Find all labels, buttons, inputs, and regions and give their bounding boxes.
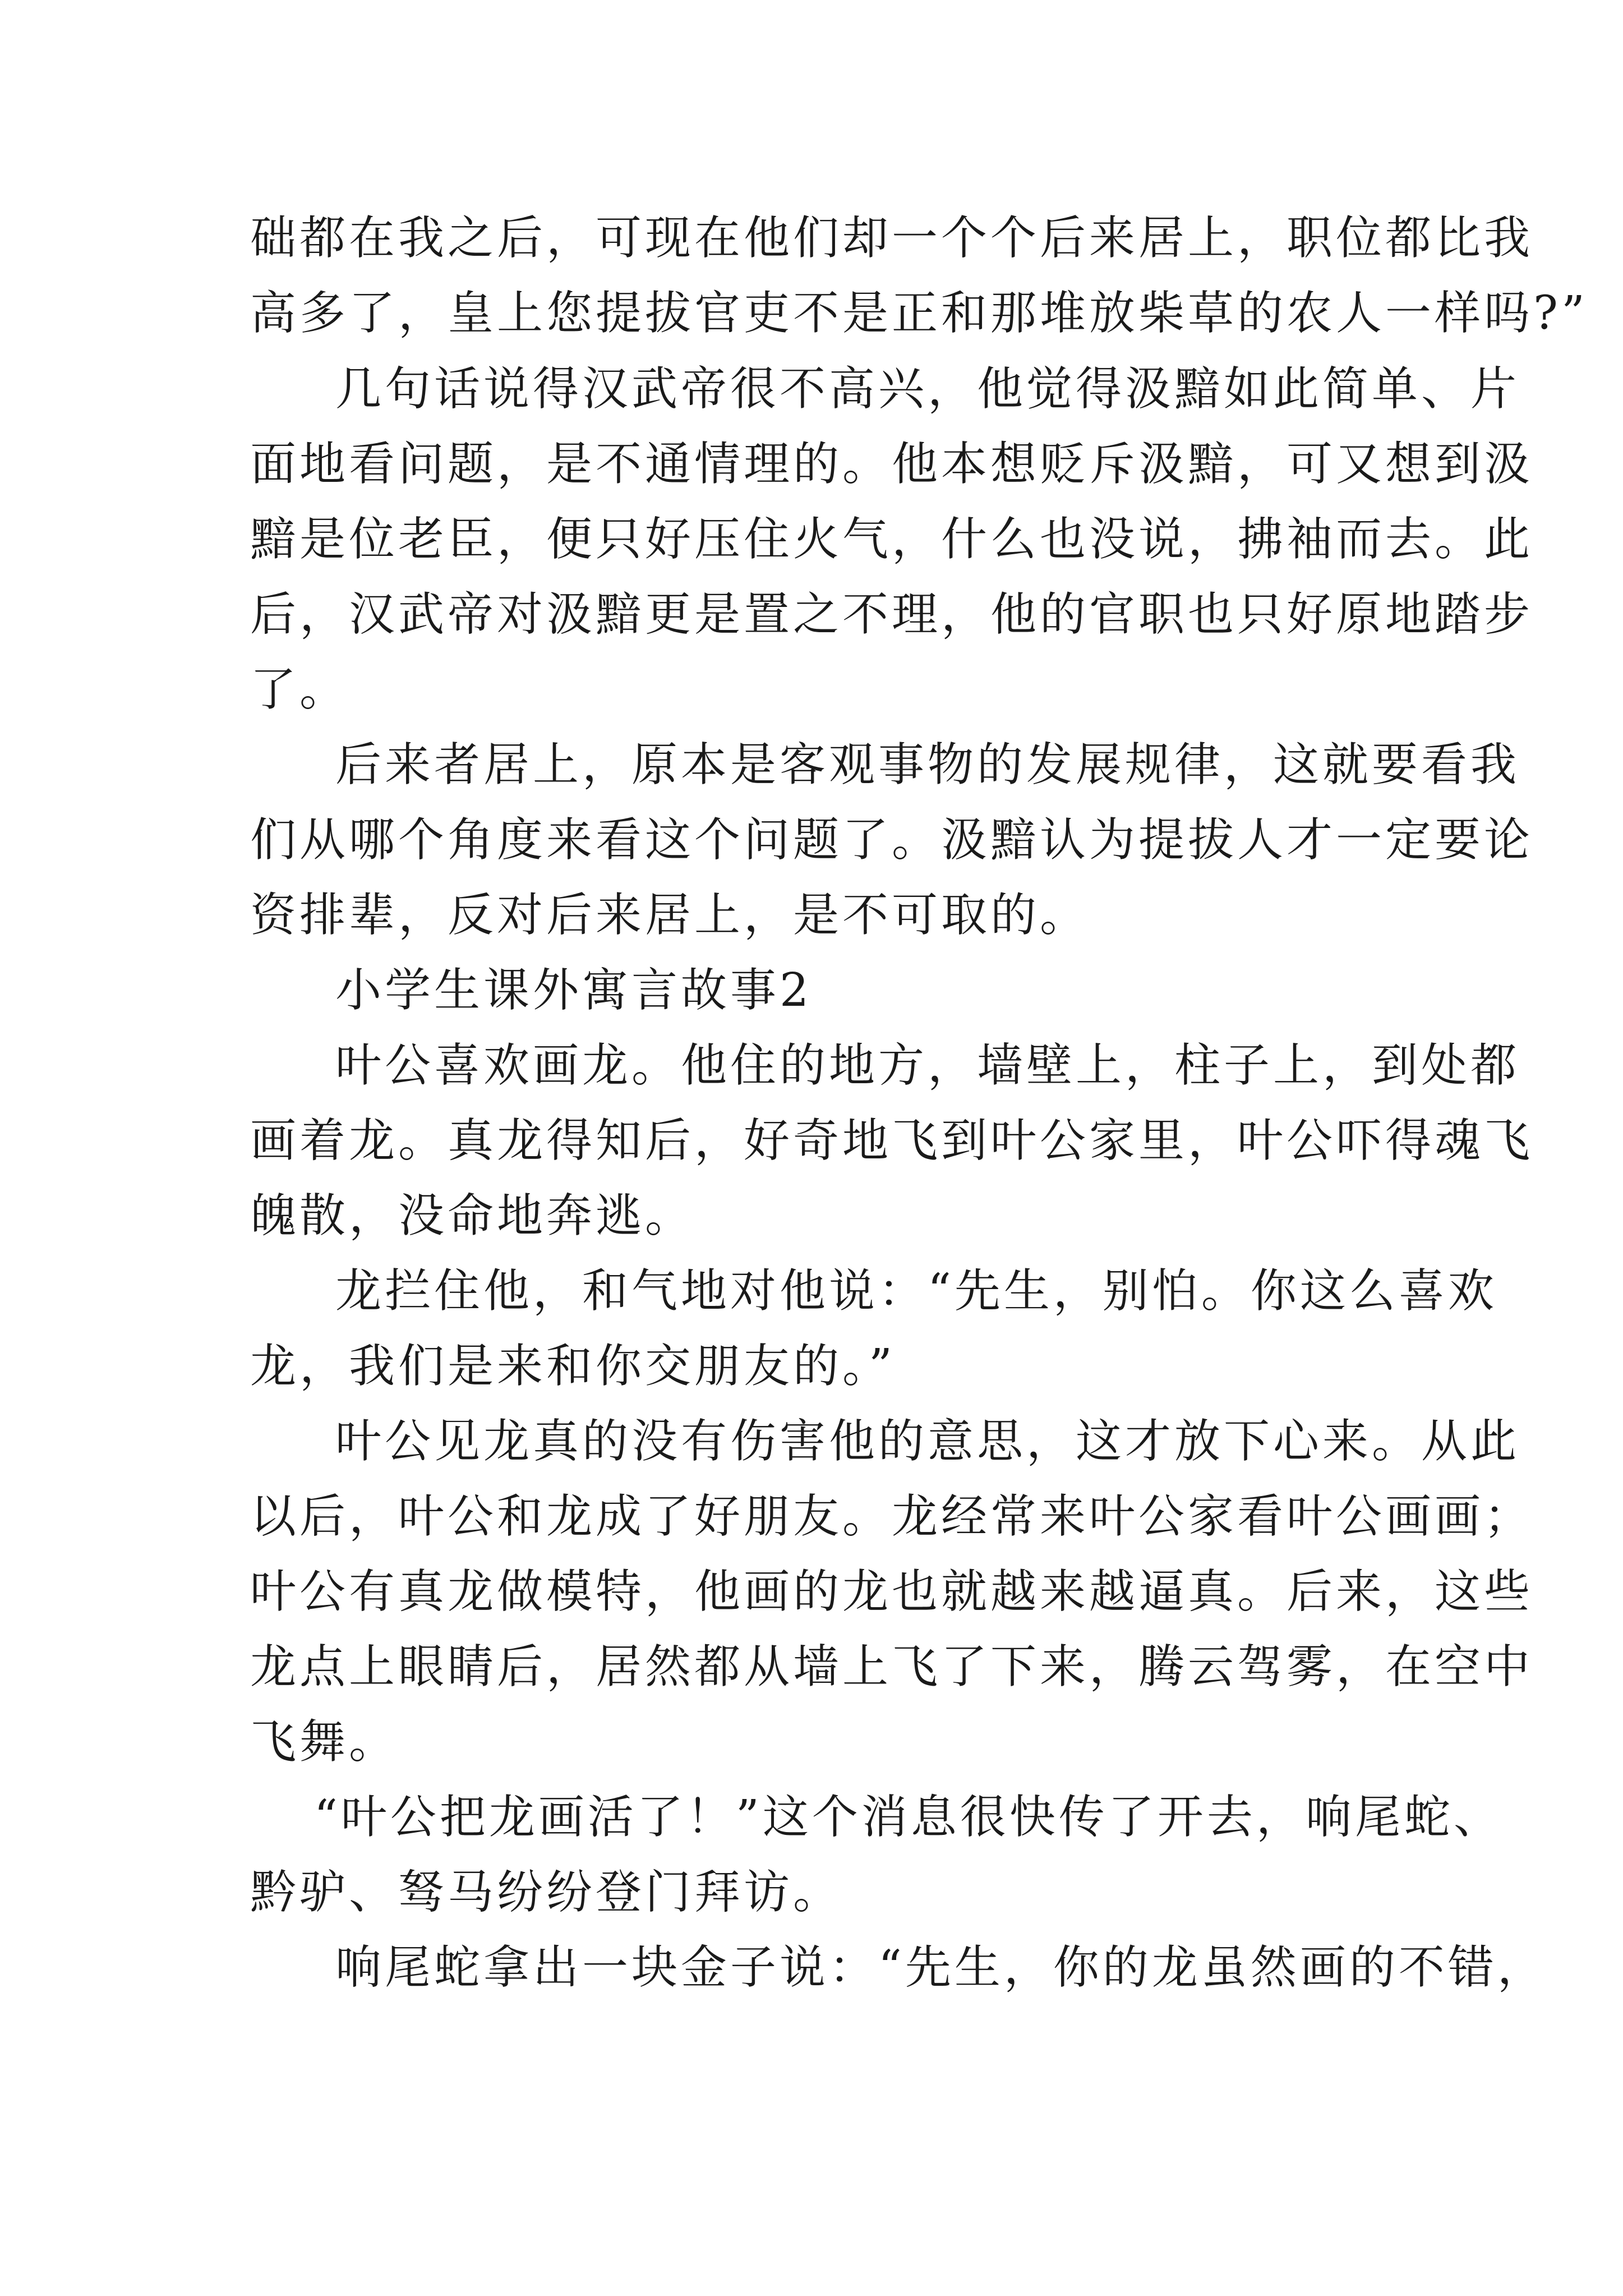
- text-line: 后来者居上，原本是客观事物的发展规律，这就要看我: [335, 738, 1520, 792]
- text-line: 资排辈，反对后来居上，是不可取的。: [250, 889, 1090, 942]
- text-line: 几句话说得汉武帝很不高兴，他觉得汲黯如此简单、片: [335, 362, 1520, 416]
- text-line: 飞舞。: [250, 1715, 399, 1769]
- text-line: 魄散，没命地奔逃。: [250, 1189, 695, 1243]
- text-line: 画着龙。真龙得知后，好奇地飞到叶公家里，叶公吓得魂飞: [250, 1114, 1534, 1167]
- text-line: 了。: [250, 663, 349, 716]
- text-line: 叶公有真龙做模特，他画的龙也就越来越逼真。后来，这些: [250, 1565, 1534, 1618]
- text-line: 叶公喜欢画龙。他住的地方，墙壁上，柱子上，到处都: [335, 1039, 1520, 1092]
- section-heading: 小学生课外寓言故事2: [335, 964, 813, 1017]
- text-line: 们从哪个角度来看这个问题了。汲黯认为提拔人才一定要论: [250, 813, 1534, 867]
- text-line: 响尾蛇拿出一块金子说：“先生，你的龙虽然画的不错，: [335, 1941, 1547, 1994]
- text-line: 面地看问题，是不通情理的。他本想贬斥汲黯，可又想到汲: [250, 438, 1534, 491]
- text-line: 以后，叶公和龙成了好朋友。龙经常来叶公家看叶公画画；: [250, 1490, 1534, 1543]
- text-line: 叶公见龙真的没有伤害他的意思，这才放下心来。从此: [335, 1415, 1520, 1468]
- text-line: 黔驴、驽马纷纷登门拜访。: [250, 1866, 843, 1919]
- text-line: 高多了，皇上您提拔官吏不是正和那堆放柴草的农人一样吗?”: [250, 287, 1588, 340]
- text-line: 龙，我们是来和你交朋友的。”: [250, 1340, 896, 1393]
- text-line: 后，汉武帝对汲黯更是置之不理，他的官职也只好原地踏步: [250, 588, 1534, 641]
- text-line: “叶公把龙画活了！”这个消息很快传了开去，响尾蛇、: [314, 1791, 1503, 1844]
- text-line: 龙点上眼睛后，居然都从墙上飞了下来，腾云驾雾，在空中: [250, 1640, 1534, 1694]
- text-line: 黯是位老臣，便只好压住火气，什么也没说，拂袖而去。此: [250, 513, 1534, 566]
- text-line: 础都在我之后，可现在他们却一个个后来居上，职位都比我: [250, 211, 1534, 265]
- text-line: 龙拦住他，和气地对他说：“先生，别怕。你这么喜欢: [335, 1264, 1497, 1318]
